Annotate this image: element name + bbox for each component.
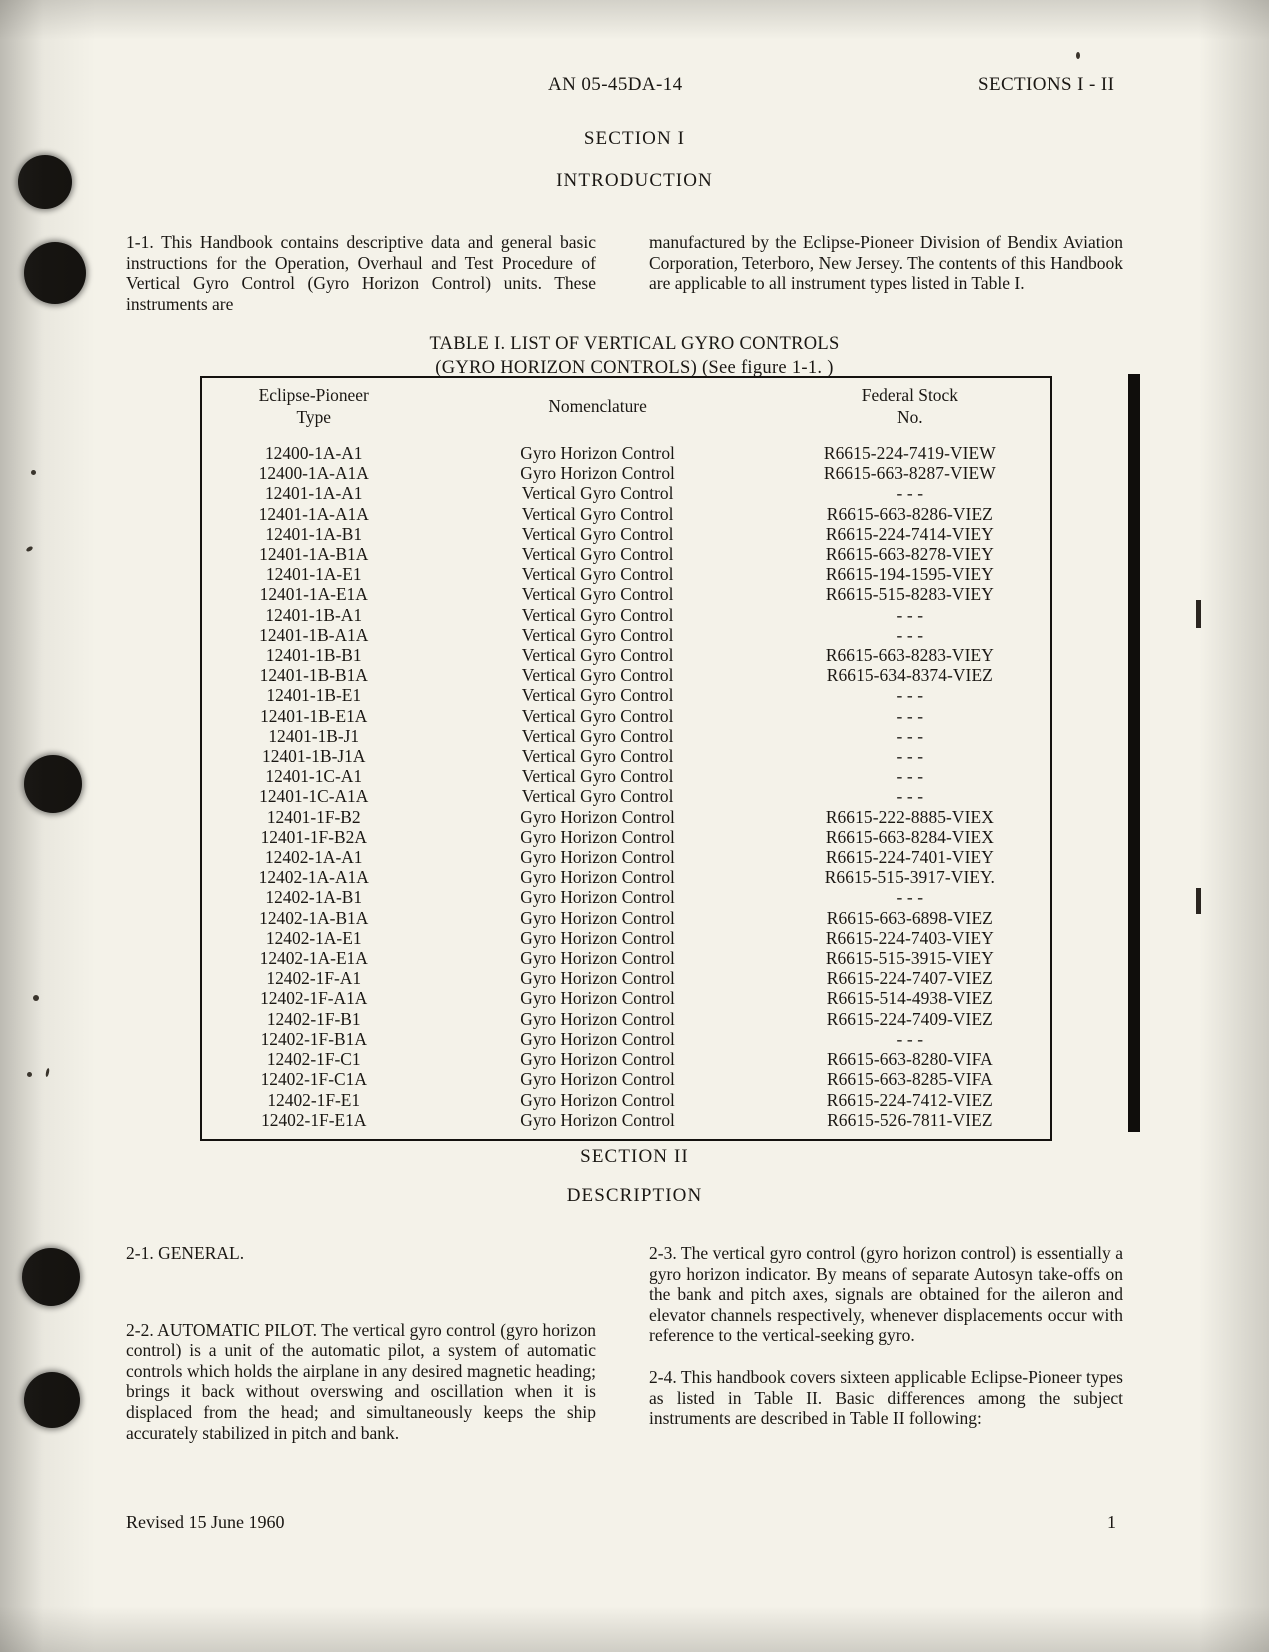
table-row — [201, 827, 1051, 847]
cell-type: 12401-1C-A1 — [265, 766, 363, 787]
cell-federal-stock-no: R6615-224-7414-VIEY — [825, 523, 994, 544]
table-row — [201, 544, 1051, 564]
table-body — [201, 434, 1051, 1140]
cell-nomenclature: Gyro Horizon Control — [520, 1028, 675, 1049]
cell-nomenclature: Gyro Horizon Control — [520, 927, 675, 948]
cell-type: 12401-1A-B1A — [259, 544, 369, 565]
cell-federal-stock-no: R6615-222-8885-VIEX — [825, 806, 994, 827]
cell-type: 12402-1F-E1A — [261, 1109, 367, 1130]
table-row — [201, 1049, 1051, 1069]
cell-type: 12401-1F-B2 — [266, 806, 361, 827]
cell-nomenclature: Vertical Gyro Control — [521, 786, 674, 807]
cell-federal-stock-no: - - - — [896, 887, 924, 908]
cell-type: 12402-1F-B1A — [260, 1028, 367, 1049]
table-row — [201, 463, 1051, 483]
cell-federal-stock-no: R6615-514-4938-VIEZ — [826, 988, 993, 1009]
cell-type: 12402-1F-A1A — [260, 988, 368, 1009]
intro-column-right — [649, 232, 1123, 294]
table-caption-line-1: TABLE I. LIST OF VERTICAL GYRO CONTROLS — [429, 334, 840, 354]
paragraph-1-1: 1-1. This Handbook contains descriptive data and general basic instructions for the Operation, Overhaul and Test Procedure of Vertical Gyro Control (Gyro Horizon Control) units. These instruments are — [126, 232, 596, 314]
column-header-fsn-line1: Federal Stock — [861, 385, 958, 405]
table-row — [201, 1090, 1051, 1110]
table-row — [201, 948, 1051, 968]
cell-federal-stock-no: R6615-515-3915-VIEY — [825, 948, 994, 969]
cell-nomenclature: Gyro Horizon Control — [520, 1069, 675, 1090]
cell-type: 12402-1A-B1A — [259, 907, 369, 928]
paragraph-2-2: 2-2. AUTOMATIC PILOT. The vertical gyro control (gyro horizon control) is a unit of the automatic pilot, a system of automatic controls which holds the airplane in any desired magnetic heading; brings it back without overswing and oscillation when it is displaced from the head; and simultaneously keeps the ship accurately stabilized in pitch and bank. — [126, 1319, 596, 1443]
cell-nomenclature: Gyro Horizon Control — [520, 463, 675, 484]
cell-type: 12401-1A-E1A — [259, 584, 368, 605]
table-row — [201, 867, 1051, 887]
table-row — [201, 605, 1051, 625]
intro-column-left — [126, 232, 596, 314]
column-header-nomenclature: Nomenclature — [548, 396, 647, 416]
cell-federal-stock-no: - - - — [896, 604, 924, 625]
cell-type: 12401-1B-E1 — [266, 685, 362, 706]
cell-federal-stock-no: R6615-663-8283-VIEY — [825, 645, 994, 666]
page-number: 1 — [1107, 1512, 1116, 1532]
cell-federal-stock-no: R6615-663-6898-VIEZ — [826, 907, 993, 928]
cell-type: 12401-1C-A1A — [259, 786, 369, 807]
paragraph-2-1: 2-1. GENERAL. — [126, 1243, 245, 1263]
cell-nomenclature: Vertical Gyro Control — [521, 564, 674, 585]
cell-type: 12402-1A-A1A — [258, 867, 369, 888]
paragraph-2-4: 2-4. This handbook covers sixteen applicable Eclipse-Pioneer types as listed in Table II. Basic differences among the subject instruments are described in Table II following: — [649, 1366, 1123, 1429]
cell-nomenclature: Gyro Horizon Control — [520, 826, 675, 847]
cell-type: 12402-1F-C1A — [260, 1069, 367, 1090]
table-row — [201, 584, 1051, 604]
table-row — [201, 1009, 1051, 1029]
cell-nomenclature: Gyro Horizon Control — [520, 887, 675, 908]
section-two-title: SECTION II — [580, 1146, 689, 1167]
table-row — [201, 766, 1051, 786]
cell-federal-stock-no: - - - — [896, 725, 924, 746]
cell-nomenclature: Vertical Gyro Control — [521, 725, 674, 746]
table-bottom-spacer — [201, 1130, 1051, 1140]
cell-federal-stock-no: R6615-663-8280-VIFA — [826, 1049, 993, 1070]
table-row — [201, 625, 1051, 645]
table-row — [201, 443, 1051, 463]
cell-type: 12402-1F-C1 — [266, 1049, 361, 1070]
cell-type: 12401-1F-B2A — [260, 826, 367, 847]
cell-type: 12402-1A-A1 — [264, 847, 363, 868]
cell-type: 12400-1A-A1A — [258, 463, 369, 484]
cell-nomenclature: Vertical Gyro Control — [521, 584, 674, 605]
vertical-gyro-controls-table — [200, 376, 1052, 1141]
table-caption — [0, 332, 1269, 380]
cell-nomenclature: Gyro Horizon Control — [520, 1008, 675, 1029]
cell-nomenclature: Gyro Horizon Control — [520, 988, 675, 1009]
cell-federal-stock-no: R6615-224-7412-VIEZ — [826, 1089, 993, 1110]
table-row — [201, 1110, 1051, 1130]
cell-federal-stock-no: R6615-224-7401-VIEY — [825, 847, 994, 868]
table-top-spacer — [201, 434, 1051, 443]
cell-federal-stock-no: R6615-224-7407-VIEZ — [826, 968, 993, 989]
cell-nomenclature: Gyro Horizon Control — [520, 1049, 675, 1070]
cell-type: 12401-1A-A1 — [264, 483, 363, 504]
description-column-left — [126, 1243, 596, 1443]
table-row — [201, 726, 1051, 746]
cell-federal-stock-no: R6615-515-8283-VIEY — [825, 584, 994, 605]
cell-federal-stock-no: R6615-663-8286-VIEZ — [826, 503, 993, 524]
cell-federal-stock-no: - - - — [896, 766, 924, 787]
table-row — [201, 524, 1051, 544]
section-two-subtitle: DESCRIPTION — [566, 1185, 703, 1206]
cell-type: 12402-1A-E1A — [259, 948, 368, 969]
cell-federal-stock-no: - - - — [896, 746, 924, 767]
cell-nomenclature: Vertical Gyro Control — [521, 645, 674, 666]
cell-nomenclature: Gyro Horizon Control — [520, 1109, 675, 1130]
cell-nomenclature: Gyro Horizon Control — [520, 1089, 675, 1110]
table-caption-line-2: (GYRO HORIZON CONTROLS) (See figure 1-1. ) — [435, 358, 834, 378]
cell-nomenclature: Vertical Gyro Control — [521, 746, 674, 767]
cell-federal-stock-no: R6615-663-8287-VIEW — [823, 463, 996, 484]
cell-type: 12401-1B-E1A — [260, 705, 368, 726]
cell-federal-stock-no: - - - — [896, 685, 924, 706]
table-row — [201, 564, 1051, 584]
cell-nomenclature: Vertical Gyro Control — [521, 483, 674, 504]
cell-federal-stock-no: R6615-634-8374-VIEZ — [826, 665, 993, 686]
cell-nomenclature: Vertical Gyro Control — [521, 544, 674, 565]
cell-type: 12402-1A-B1 — [265, 887, 363, 908]
cell-type: 12401-1A-E1 — [265, 564, 362, 585]
cell-nomenclature: Vertical Gyro Control — [521, 665, 674, 686]
section-one-title: SECTION I — [583, 128, 686, 149]
table-header-row — [201, 377, 1051, 434]
table-row — [201, 786, 1051, 806]
table-row — [201, 706, 1051, 726]
paragraph-1-1-cont: manufactured by the Eclipse-Pioneer Division of Bendix Aviation Corporation, Teterboro, New Jersey. The contents of this Handbook are applicable to all instrument types listed in Table I. — [649, 232, 1123, 294]
table-row — [201, 988, 1051, 1008]
table-row — [201, 847, 1051, 867]
cell-type: 12401-1B-B1 — [265, 645, 362, 666]
sections-label: SECTIONS I - II — [978, 74, 1115, 95]
cell-federal-stock-no: R6615-663-8278-VIEY — [825, 544, 994, 565]
cell-type: 12401-1B-A1 — [265, 604, 363, 625]
cell-federal-stock-no: R6615-224-7419-VIEW — [823, 443, 996, 463]
table-row — [201, 1029, 1051, 1049]
cell-federal-stock-no: - - - — [896, 483, 924, 504]
column-header-type — [201, 377, 425, 434]
table-row — [201, 1069, 1051, 1089]
cell-type: 12401-1B-J1 — [268, 725, 360, 746]
cell-federal-stock-no: R6615-515-3917-VIEY. — [824, 867, 995, 888]
column-header-type-line1: Eclipse-Pioneer — [258, 385, 369, 405]
table-head — [201, 377, 1051, 434]
cell-nomenclature: Vertical Gyro Control — [521, 685, 674, 706]
cell-type: 12402-1F-E1 — [267, 1089, 361, 1110]
cell-nomenclature: Vertical Gyro Control — [521, 523, 674, 544]
cell-federal-stock-no: - - - — [896, 786, 924, 807]
cell-federal-stock-no: R6615-526-7811-VIEZ — [827, 1109, 993, 1130]
cell-federal-stock-no: - - - — [896, 1028, 924, 1049]
table-row — [201, 928, 1051, 948]
cell-federal-stock-no: - - - — [896, 624, 924, 645]
document-number: AN 05-45DA-14 — [548, 74, 683, 95]
cell-nomenclature: Vertical Gyro Control — [521, 604, 674, 625]
table-row — [201, 504, 1051, 524]
table-row — [201, 887, 1051, 907]
cell-federal-stock-no: R6615-663-8285-VIFA — [826, 1069, 993, 1090]
table-row — [201, 908, 1051, 928]
column-header-type-line2: Type — [296, 407, 331, 427]
section-one-subtitle: INTRODUCTION — [556, 170, 713, 191]
cell-nomenclature: Gyro Horizon Control — [520, 968, 675, 989]
table-row — [201, 968, 1051, 988]
cell-type: 12402-1F-A1 — [266, 968, 362, 989]
column-header-federal-stock-no — [770, 377, 1051, 434]
cell-nomenclature: Gyro Horizon Control — [520, 867, 675, 888]
cell-nomenclature: Gyro Horizon Control — [520, 443, 675, 463]
revision-date: Revised 15 June 1960 — [126, 1512, 285, 1532]
column-header-fsn-line2: No. — [897, 407, 923, 427]
cell-type: 12400-1A-A1 — [264, 443, 363, 463]
cell-federal-stock-no: R6615-194-1595-VIEY — [825, 564, 994, 585]
cell-type: 12402-1A-E1 — [265, 927, 362, 948]
cell-type: 12401-1B-J1A — [262, 746, 366, 767]
description-column-right — [649, 1243, 1123, 1429]
cell-federal-stock-no: R6615-224-7403-VIEY — [825, 927, 994, 948]
cell-nomenclature: Vertical Gyro Control — [521, 705, 674, 726]
cell-type: 12401-1A-B1 — [265, 523, 363, 544]
cell-type: 12401-1B-B1A — [259, 665, 368, 686]
cell-federal-stock-no: - - - — [896, 705, 924, 726]
table-row — [201, 685, 1051, 705]
cell-nomenclature: Gyro Horizon Control — [520, 847, 675, 868]
cell-nomenclature: Gyro Horizon Control — [520, 806, 675, 827]
cell-nomenclature: Vertical Gyro Control — [521, 503, 674, 524]
table-row — [201, 483, 1051, 503]
cell-federal-stock-no: R6615-663-8284-VIEX — [825, 826, 994, 847]
cell-nomenclature: Gyro Horizon Control — [520, 948, 675, 969]
cell-type: 12402-1F-B1 — [266, 1008, 361, 1029]
table-row — [201, 746, 1051, 766]
cell-nomenclature: Gyro Horizon Control — [520, 907, 675, 928]
table-row — [201, 665, 1051, 685]
table-row — [201, 645, 1051, 665]
table-row — [201, 807, 1051, 827]
cell-nomenclature: Vertical Gyro Control — [521, 766, 674, 787]
cell-nomenclature: Vertical Gyro Control — [521, 624, 674, 645]
paragraph-2-3: 2-3. The vertical gyro control (gyro horizon control) is essentially a gyro horizon indicator. By means of separate Autosyn take-offs on the bank and pitch axes, signals are obtained for the aileron and elevator channels respectively, whenever displacements occur with reference to the vertical-seeking gyro. — [649, 1243, 1123, 1346]
cell-federal-stock-no: R6615-224-7409-VIEZ — [826, 1008, 993, 1029]
cell-type: 12401-1B-A1A — [259, 624, 369, 645]
cell-type: 12401-1A-A1A — [258, 503, 369, 524]
